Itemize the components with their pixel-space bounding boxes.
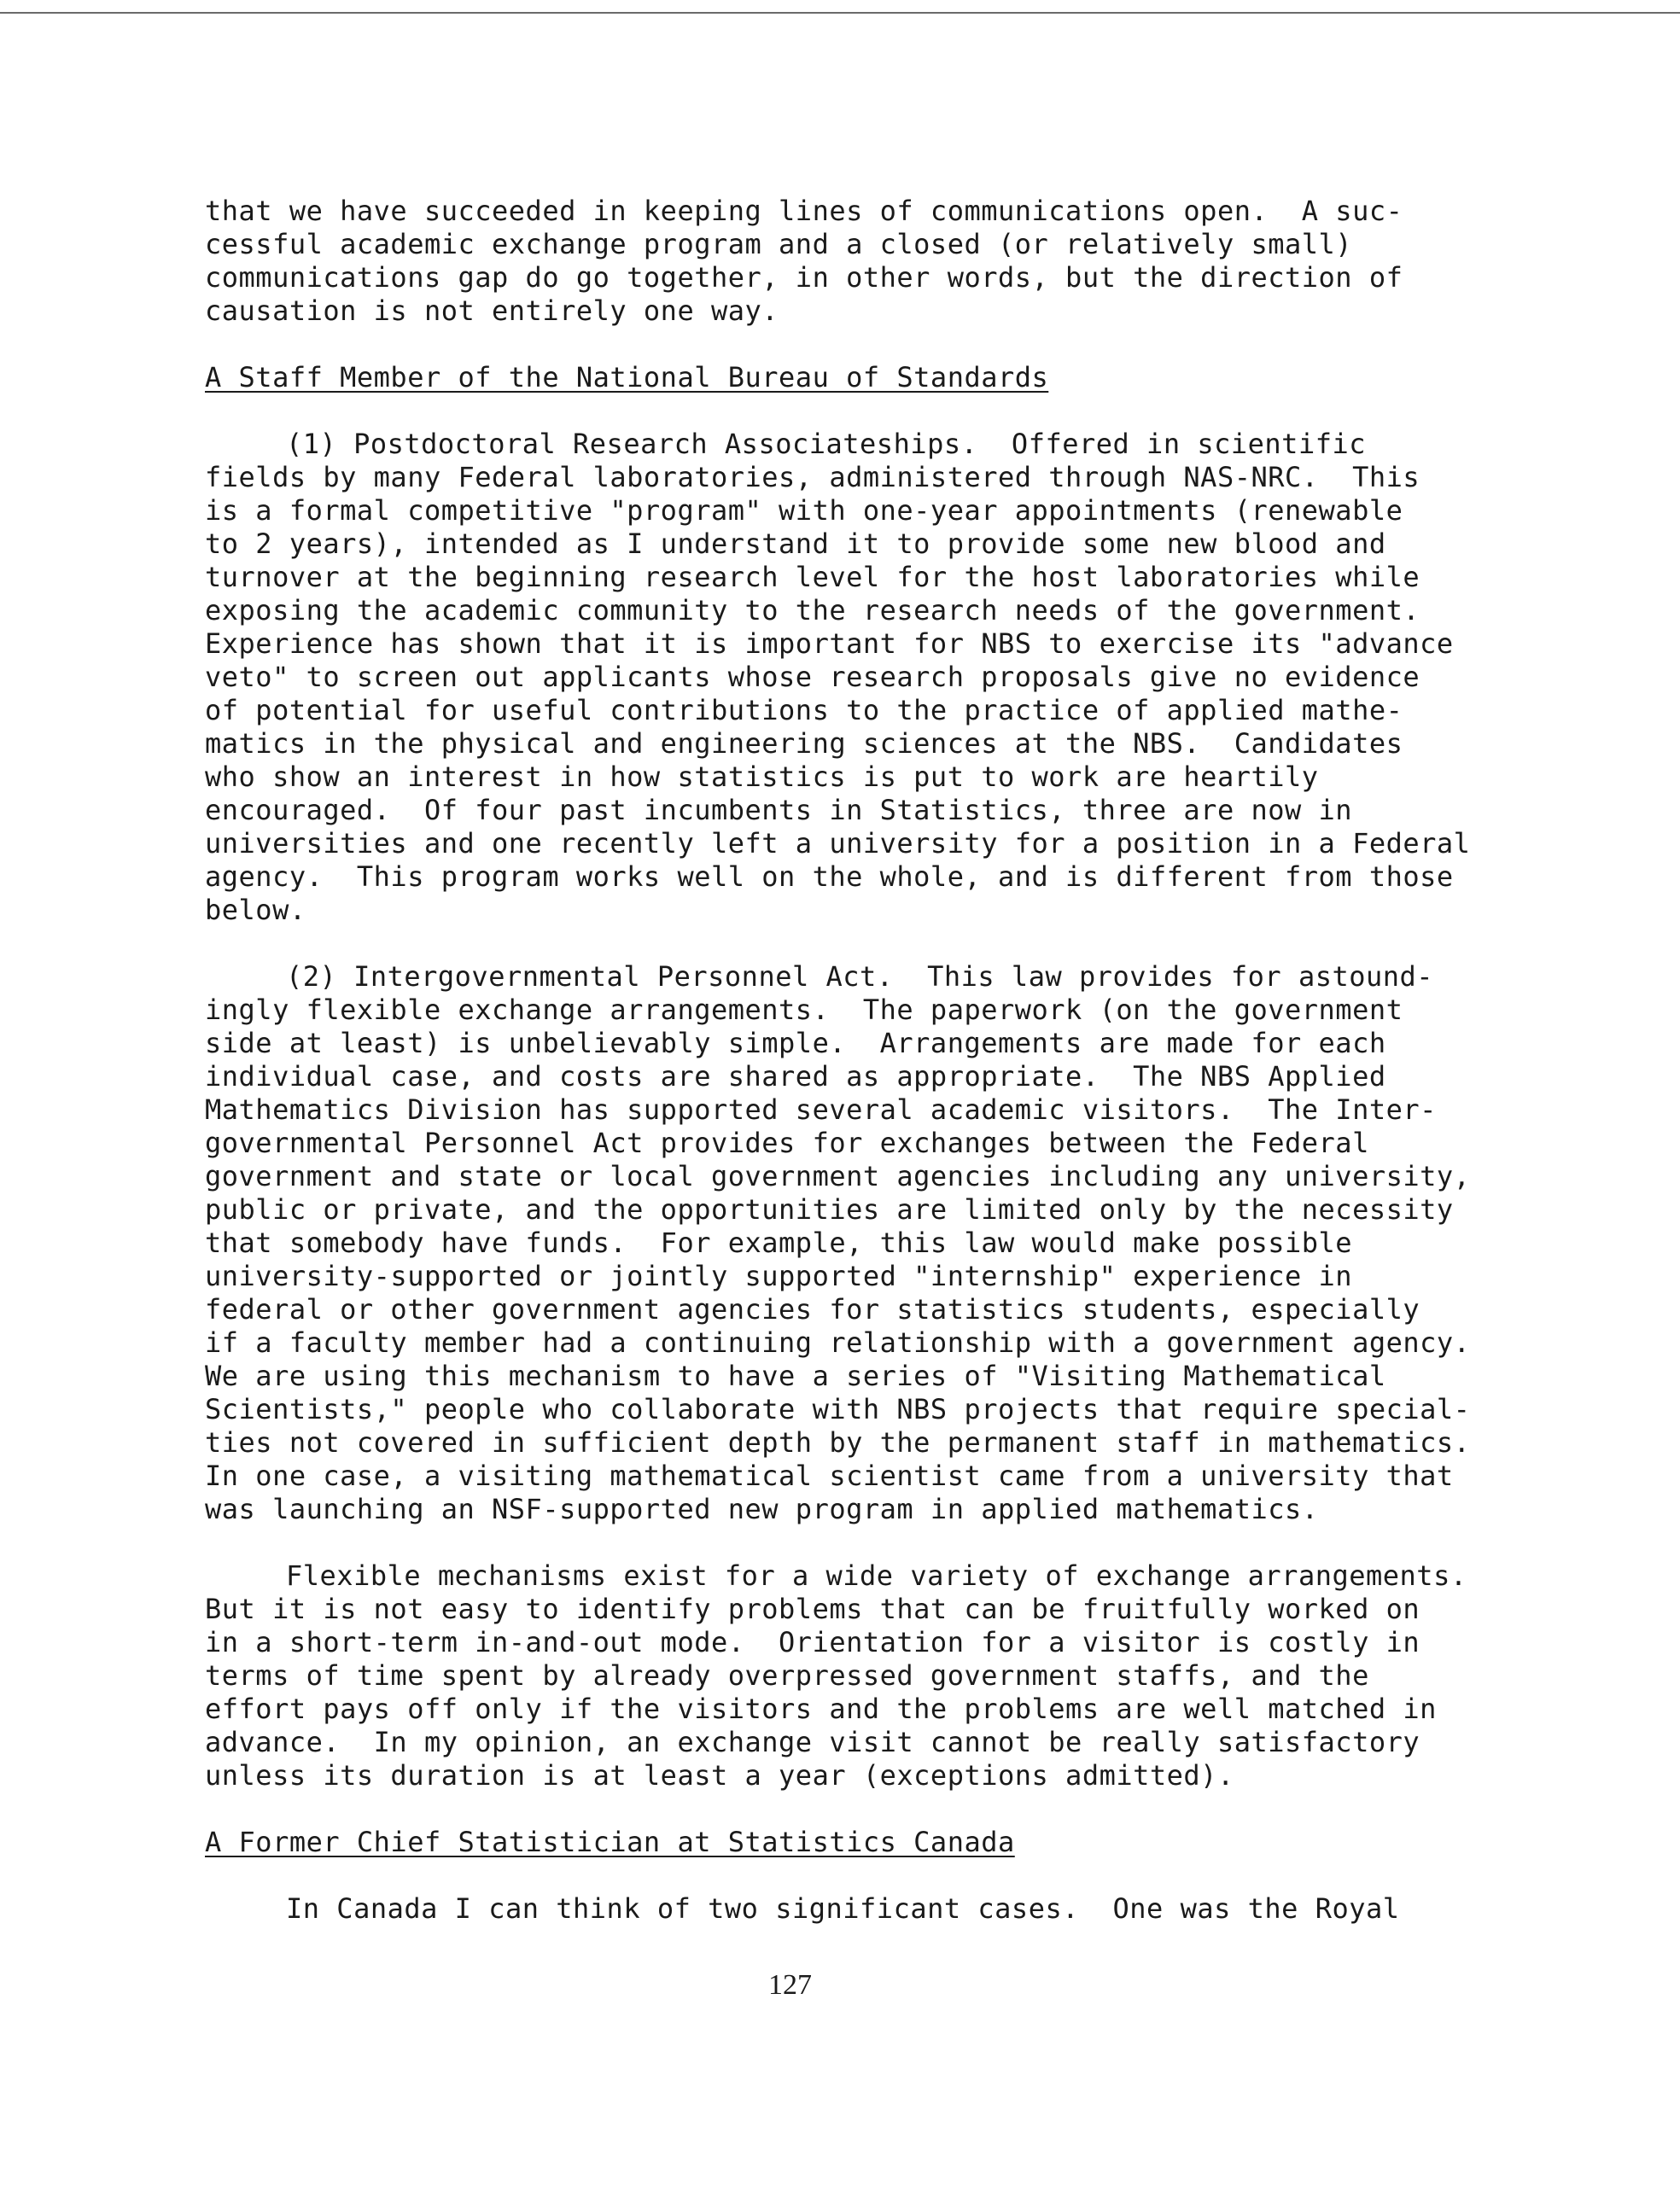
postdoc-line-6: exposing the academic community to the research needs of the government.: [205, 594, 1420, 627]
ipa-line-13: We are using this mechanism to have a series of "Visiting Mathematical: [205, 1360, 1386, 1392]
postdoc-line-10: matics in the physical and engineering sciences at the NBS. Candidates: [205, 727, 1403, 760]
flexible-line-2: But it is not easy to identify problems that can be fruitfully worked on: [205, 1593, 1420, 1625]
ipa-line-12: if a faculty member had a continuing relationship with a government agency.: [205, 1326, 1471, 1359]
postdoc-line-13: universities and one recently left a university for a position in a Federal: [205, 827, 1471, 860]
postdoc-line-11: who show an interest in how statistics is put to work are heartily: [205, 761, 1319, 793]
ipa-line-15: ties not covered in sufficient depth by the permanent staff in mathematics.: [205, 1426, 1471, 1459]
flexible-line-4: terms of time spent by already overpressed government staffs, and the: [205, 1659, 1369, 1692]
postdoc-line-4: to 2 years), intended as I understand it to provide some new blood and: [205, 527, 1386, 560]
postdoc-line-9: of potential for useful contributions to the practice of applied mathe-: [205, 694, 1403, 726]
postdoc-line-7: Experience has shown that it is important for NBS to exercise its "advance: [205, 627, 1454, 660]
ipa-line-1: (2) Intergovernmental Personnel Act. This law provides for astound-: [286, 960, 1434, 993]
postdoc-line-3: is a formal competitive "program" with one-year appointments (renewable: [205, 494, 1403, 527]
postdoc-line-2: fields by many Federal laboratories, administered through NAS-NRC. This: [205, 461, 1420, 493]
ipa-line-3: side at least) is unbelievably simple. Arrangements are made for each: [205, 1027, 1386, 1059]
flexible-line-7: unless its duration is at least a year (exceptions admitted).: [205, 1759, 1234, 1792]
postdoc-line-1: (1) Postdoctoral Research Associateships. Offered in scientific: [286, 428, 1366, 460]
ipa-line-16: In one case, a visiting mathematical scientist came from a university that: [205, 1460, 1454, 1492]
intro-line-1: that we have succeeded in keeping lines of communications open. A suc-: [205, 195, 1403, 227]
ipa-line-4: individual case, and costs are shared as appropriate. The NBS Applied: [205, 1060, 1386, 1093]
postdoc-line-15: below.: [205, 894, 306, 926]
intro-line-4: causation is not entirely one way.: [205, 294, 779, 327]
intro-line-3: communications gap do go together, in other words, but the direction of: [205, 261, 1403, 294]
ipa-line-14: Scientists," people who collaborate with NBS projects that require special-: [205, 1393, 1471, 1425]
flexible-line-3: in a short-term in-and-out mode. Orientation for a visitor is costly in: [205, 1626, 1420, 1658]
intro-line-2: cessful academic exchange program and a closed (or relatively small): [205, 228, 1353, 260]
page-number: 127: [768, 1969, 812, 2001]
ipa-line-2: ingly flexible exchange arrangements. The paperwork (on the government: [205, 994, 1403, 1026]
ipa-line-17: was launching an NSF-supported new program in applied mathematics.: [205, 1493, 1319, 1525]
ipa-line-8: public or private, and the opportunities are limited only by the necessity: [205, 1193, 1454, 1226]
postdoc-line-5: turnover at the beginning research level for the host laboratories while: [205, 561, 1420, 593]
postdoc-line-12: encouraged. Of four past incumbents in Statistics, three are now in: [205, 794, 1353, 826]
ipa-line-9: that somebody have funds. For example, this law would make possible: [205, 1227, 1353, 1259]
ipa-line-11: federal or other government agencies for statistics students, especially: [205, 1293, 1420, 1326]
ipa-line-10: university-supported or jointly supported "internship" experience in: [205, 1260, 1353, 1292]
ipa-line-7: government and state or local government agencies including any university,: [205, 1160, 1471, 1192]
section-heading-canada: A Former Chief Statistician at Statistics Canada: [205, 1826, 1015, 1858]
canada-line-1: In Canada I can think of two significant cases. One was the Royal: [286, 1892, 1400, 1925]
flexible-line-6: advance. In my opinion, an exchange visit cannot be really satisfactory: [205, 1726, 1420, 1758]
flexible-line-1: Flexible mechanisms exist for a wide variety of exchange arrangements.: [286, 1559, 1467, 1592]
postdoc-line-14: agency. This program works well on the whole, and is different from those: [205, 860, 1454, 893]
ipa-line-5: Mathematics Division has supported several academic visitors. The Inter-: [205, 1093, 1437, 1126]
postdoc-line-8: veto" to screen out applicants whose research proposals give no evidence: [205, 661, 1420, 693]
ipa-line-6: governmental Personnel Act provides for exchanges between the Federal: [205, 1127, 1369, 1159]
section-heading-nbs: A Staff Member of the National Bureau of Standards: [205, 361, 1049, 393]
flexible-line-5: effort pays off only if the visitors and the problems are well matched in: [205, 1693, 1437, 1725]
top-border-rule: [0, 12, 1680, 14]
